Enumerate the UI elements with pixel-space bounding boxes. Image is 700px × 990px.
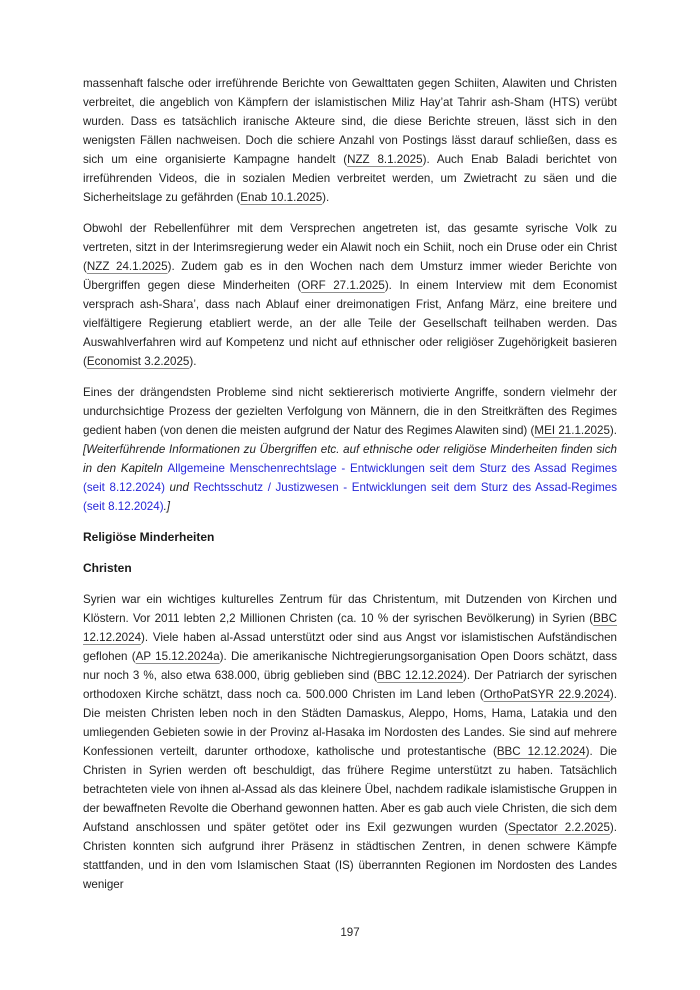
citation-ref[interactable]: BBC 12.12.2024 xyxy=(377,669,464,682)
body-text: ). Die Christen in Syrien werden oft beschuldigt, das frühere Regime unterstützt zu haben. Tatsächlich betrachteten viele von ihnen al-Assad als das kleinere Übel, nachdem radikale islamistische Gruppen in der bewaffneten Revolte die Oberhand gewonnen hatten. Aber es gab auch viele Christen, die sich dem Aufstand anschlossen und später getötet oder ins Exil gezwungen wurden ( xyxy=(83,745,617,834)
citation-ref[interactable]: MEI 21.1.2025 xyxy=(534,424,610,437)
body-text: ). Viele haben al-Assad unterstützt oder sind aus Angst vor islamistischen Aufständischen geflohen ( xyxy=(83,631,617,663)
body-text: ). Auch Enab Baladi berichtet von irreführenden Videos, die in sozialen Medien verbreitet werden, um Zwietracht zu säen und die Sicherheitslage zu gefährden ( xyxy=(83,153,617,204)
chapter-link[interactable]: Allgemeine Menschenrechtslage - Entwicklungen seit dem Sturz des Assad Regimes (seit 8.12.2024) xyxy=(83,462,617,494)
body-text: massenhaft falsche oder irreführende Berichte von Gewalttaten gegen Schiiten, Alawiten und Christen verbreitet, die angeblich von Kämpfern der islamistischen Miliz Hay’at Tahrir ash-Sham (HTS) verübt wurden. Dass es tatsächlich iranische Akteure sind, die diese Berichte streuen, lässt sich in den wenigsten Fällen nachweisen. Doch die schiere Anzahl von Postings lässt darauf schließen, dass es sich um eine organisierte Kampagne handelt ( xyxy=(83,77,617,166)
citation-ref[interactable]: BBC 12.12.2024 xyxy=(83,612,617,644)
citation-ref[interactable]: OrthoPatSYR 22.9.2024 xyxy=(483,688,610,701)
page-number: 197 xyxy=(340,926,360,939)
body-text: ). xyxy=(609,424,617,437)
citation-ref[interactable]: Economist 3.2.2025 xyxy=(86,355,190,368)
citation-ref[interactable]: ORF 27.1.2025 xyxy=(301,279,385,292)
body-text: ). Die amerikanische Nichtregierungsorganisation Open Doors schätzt, dass nur noch 3 %, also etwa 638.000, übrig geblieben sind ( xyxy=(83,650,617,682)
paragraph xyxy=(83,74,617,207)
body-text: Eines der drängendsten Probleme sind nicht sektiererisch motivierte Angriffe, sondern vielmehr der undurchsichtige Prozess der gezielten Verfolgung von Männern, die in den Streitkräften des Regimes gedient haben (von denen die meisten aufgrund der Natur des Regimes Alawiten sind) ( xyxy=(83,386,617,437)
citation-ref[interactable]: BBC 12.12.2024 xyxy=(496,745,586,758)
body-text: ). Der Patriarch der syrischen orthodoxen Kirche schätzt, dass noch ca. 500.000 Christen im Land leben ( xyxy=(83,669,618,701)
body-text: ). xyxy=(189,355,197,368)
citation-ref[interactable]: Spectator 2.2.2025 xyxy=(508,821,610,834)
note-text: [Weiterführende Informationen zu Übergriffen etc. auf ethnische oder religiöse Minderheiten finden sich in den Kapiteln xyxy=(83,443,617,475)
body-text: ). Christen konnten sich aufgrund ihrer Präsenz in städtischen Zentren, in denen schwere Kämpfe stattfanden, und in den vom Islamischen Staat (IS) überrannten Regionen im Nordosten des Landes weniger xyxy=(83,821,618,891)
body-text: ). Zudem gab es in den Wochen nach dem Umsturz immer wieder Berichte von Übergriffen gegen diese Minderheiten ( xyxy=(83,260,617,292)
citation-ref[interactable]: NZZ 8.1.2025 xyxy=(347,153,423,166)
paragraph xyxy=(83,219,617,371)
section-heading: Religiöse Minderheiten xyxy=(83,530,215,544)
citation-ref[interactable]: NZZ 24.1.2025 xyxy=(86,260,168,273)
body-text: ). Die meisten Christen leben noch in den Städten Damaskus, Aleppo, Homs, Hama, Latakia und den umliegenden Gebieten sowie in der Provinz al-Hasaka im Nordosten des Landes. Sie sind auf mehrere Konfessionen verteilt, darunter orthodoxe, katholische und protestantische ( xyxy=(83,688,618,758)
citation-ref[interactable]: Enab 10.1.2025 xyxy=(240,191,323,204)
body-text: Syrien war ein wichtiges kulturelles Zentrum für das Christentum, mit Dutzenden von Kirchen und Klöstern. Vor 2011 lebten 2,2 Millionen Christen (ca. 10 % der syrischen Bevölkerung) in Syrien ( xyxy=(83,593,617,625)
note-text: .] xyxy=(163,500,171,513)
subsection-heading: Christen xyxy=(83,561,132,575)
chapter-link[interactable]: Rechtsschutz / Justizwesen - Entwicklungen seit dem Sturz des Assad-Regimes (seit 8.12.2024) xyxy=(83,481,618,513)
paragraph xyxy=(83,590,617,894)
document-body xyxy=(83,74,617,906)
body-text: ). xyxy=(322,191,330,204)
body-text: ). In einem Interview mit dem Economist versprach ash-Shara’, dass nach Ablauf einer dreimonatigen Frist, Anfang März, eine breitere und vielfältigere Regierung etabliert werde, an der alle Teile der Gesellschaft teilhaben werden. Das Auswahlverfahren wird auf Kompetenz und nicht auf ethnischer oder religiöser Zugehörigkeit basieren ( xyxy=(83,279,617,368)
body-text: Obwohl der Rebellenführer mit dem Versprechen angetreten ist, das gesamte syrische Volk zu vertreten, sitzt in der Interimsregierung weder ein Alawit noch ein Schiit, noch ein Druse oder ein Christ ( xyxy=(83,222,617,273)
paragraph xyxy=(83,383,617,516)
citation-ref[interactable]: AP 15.12.2024a xyxy=(135,650,220,663)
note-text: und xyxy=(164,481,194,494)
